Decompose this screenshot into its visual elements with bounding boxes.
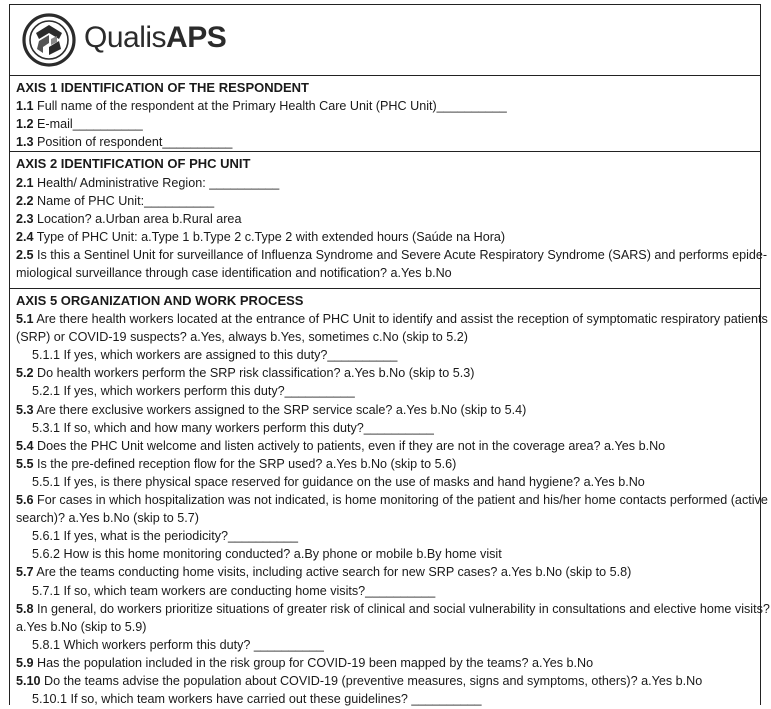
question-item[interactable] xyxy=(16,654,756,672)
question-text: search)? a.Yes b.No (skip to 5.7) xyxy=(16,511,199,526)
question-2-5[interactable]: 2.5 Is this a Sentinel Unit for surveillance of Influenza Syndrome and Severe Acute Respiratory Syndrome (SARS) and performs epide- xyxy=(16,248,768,262)
axis5-section xyxy=(10,289,770,709)
axis1-title: AXIS 1 IDENTIFICATION OF THE RESPONDENT xyxy=(16,80,310,95)
question-number: 5.7 xyxy=(16,565,34,580)
question-text: 5.5.1 If yes, is there physical space reserved for guidance on the use of masks and hand hygiene? a.Yes b.No xyxy=(32,474,645,489)
axis5-title: AXIS 5 ORGANIZATION AND WORK PROCESS xyxy=(16,293,304,308)
question-number: 5.4 xyxy=(16,438,34,453)
sub-question[interactable] xyxy=(32,346,756,364)
axis2-section xyxy=(10,152,768,289)
question-text: Do health workers perform the SRP risk classification? a.Yes b.No (skip to 5.3) xyxy=(37,366,475,381)
sub-question[interactable] xyxy=(32,473,756,491)
question-1-1[interactable]: 1.1 Full name of the respondent at the Primary Health Care Unit (PHC Unit)__________ xyxy=(16,99,507,113)
question-number: 5.1 xyxy=(16,312,34,326)
question-text: 5.6.2 How is this home monitoring conducted? a.By phone or mobile b.By home visit xyxy=(32,547,502,562)
sub-question[interactable] xyxy=(32,690,756,708)
logo-header xyxy=(10,5,760,76)
question-text: Are there health workers located at the entrance of PHC Unit to identify and assist the reception of symptomatic respiratory patients xyxy=(36,312,768,326)
question-item[interactable] xyxy=(16,328,756,346)
question-item[interactable] xyxy=(16,364,756,382)
question-text: 5.10.1 If so, which team workers have carried out these guidelines? __________ xyxy=(32,692,482,707)
question-1-3[interactable]: 1.3 Position of respondent__________ xyxy=(16,135,233,149)
question-text: a.Yes b.No (skip to 5.9) xyxy=(16,619,147,634)
question-text: 5.1.1 If yes, which workers are assigned to this duty?__________ xyxy=(32,348,398,363)
question-2-3[interactable]: 2.3 Location? a.Urban area b.Rural area xyxy=(16,212,242,226)
sub-question[interactable] xyxy=(32,527,756,545)
questionnaire-frame xyxy=(9,4,770,707)
question-text: 5.6.1 If yes, what is the periodicity?__________ xyxy=(32,529,299,544)
sub-question[interactable] xyxy=(32,636,756,654)
question-number: 5.2 xyxy=(16,366,34,381)
question-item[interactable] xyxy=(16,600,770,618)
question-text: Are there exclusive workers assigned to the SRP service scale? a.Yes b.No (skip to 5.4) xyxy=(36,402,527,417)
question-item[interactable] xyxy=(16,672,756,690)
question-text: 5.7.1 If so, which team workers are conducting home visits?__________ xyxy=(32,583,436,598)
logo-word-qualis: Qualis xyxy=(84,21,167,54)
question-number: 5.9 xyxy=(16,655,34,670)
question-text: Has the population included in the risk group for COVID-19 been mapped by the teams? a.Yes b.No xyxy=(37,655,594,670)
question-text: (SRP) or COVID-19 suspects? a.Yes, always b.Yes, sometimes c.No (skip to 5.2) xyxy=(16,330,468,345)
sub-question[interactable] xyxy=(32,382,756,400)
question-item[interactable] xyxy=(16,563,756,581)
question-item[interactable] xyxy=(16,618,756,636)
question-1-2[interactable]: 1.2 E-mail__________ xyxy=(16,117,143,131)
axis1-section xyxy=(10,76,760,152)
question-2-4[interactable]: 2.4 Type of PHC Unit: a.Type 1 b.Type 2 c.Type 2 with extended hours (Saúde na Hora) xyxy=(16,230,506,244)
axis2-title: AXIS 2 IDENTIFICATION OF PHC UNIT xyxy=(16,156,251,171)
question-text: Is the pre-defined reception flow for the SRP used? a.Yes b.No (skip to 5.6) xyxy=(37,456,457,471)
logo-word-aps: APS xyxy=(166,21,227,54)
question-text: Does the PHC Unit welcome and listen actively to patients, even if they are not in the coverage area? a.Yes b.No xyxy=(37,438,666,453)
question-text: 5.8.1 Which workers perform this duty? __________ xyxy=(32,637,324,652)
question-number: 5.6 xyxy=(16,493,34,507)
sub-question[interactable] xyxy=(32,582,756,600)
question-item[interactable] xyxy=(16,491,768,509)
question-text: Are the teams conducting home visits, including active search for new SRP cases? a.Yes b.No (skip to 5.8) xyxy=(36,565,632,580)
question-item[interactable] xyxy=(16,437,756,455)
question-text: For cases in which hospitalization was not indicated, is home monitoring of the patient and his/her home contacts performed (active xyxy=(37,493,768,507)
question-2-5-continued[interactable]: miological surveillance through case identification and notification? a.Yes b.No xyxy=(16,266,452,280)
question-text: In general, do workers prioritize situations of greater risk of clinical and social vulnerability in consultations and elective home visits? xyxy=(37,601,770,616)
qualis-logo-icon xyxy=(22,13,76,67)
question-number: 5.10 xyxy=(16,674,41,688)
question-number: 5.5 xyxy=(16,456,34,471)
sub-question[interactable] xyxy=(32,419,756,437)
question-text: 5.2.1 If yes, which workers perform this duty?__________ xyxy=(32,384,355,399)
question-item[interactable] xyxy=(16,509,756,527)
question-item[interactable] xyxy=(16,455,756,473)
question-2-1[interactable]: 2.1 Health/ Administrative Region: __________ xyxy=(16,176,280,190)
question-number: 5.8 xyxy=(16,601,34,616)
question-item[interactable] xyxy=(16,401,756,419)
question-2-2[interactable]: 2.2 Name of PHC Unit:__________ xyxy=(16,194,215,208)
question-item[interactable] xyxy=(16,310,768,328)
sub-question[interactable] xyxy=(32,545,756,563)
question-text: Do the teams advise the population about COVID-19 (preventive measures, signs and symptoms, others)? a.Yes b.No xyxy=(44,674,703,688)
question-number: 5.3 xyxy=(16,402,34,417)
question-text: 5.3.1 If so, which and how many workers perform this duty?__________ xyxy=(32,420,434,435)
qualis-aps-logo-text xyxy=(84,18,226,58)
